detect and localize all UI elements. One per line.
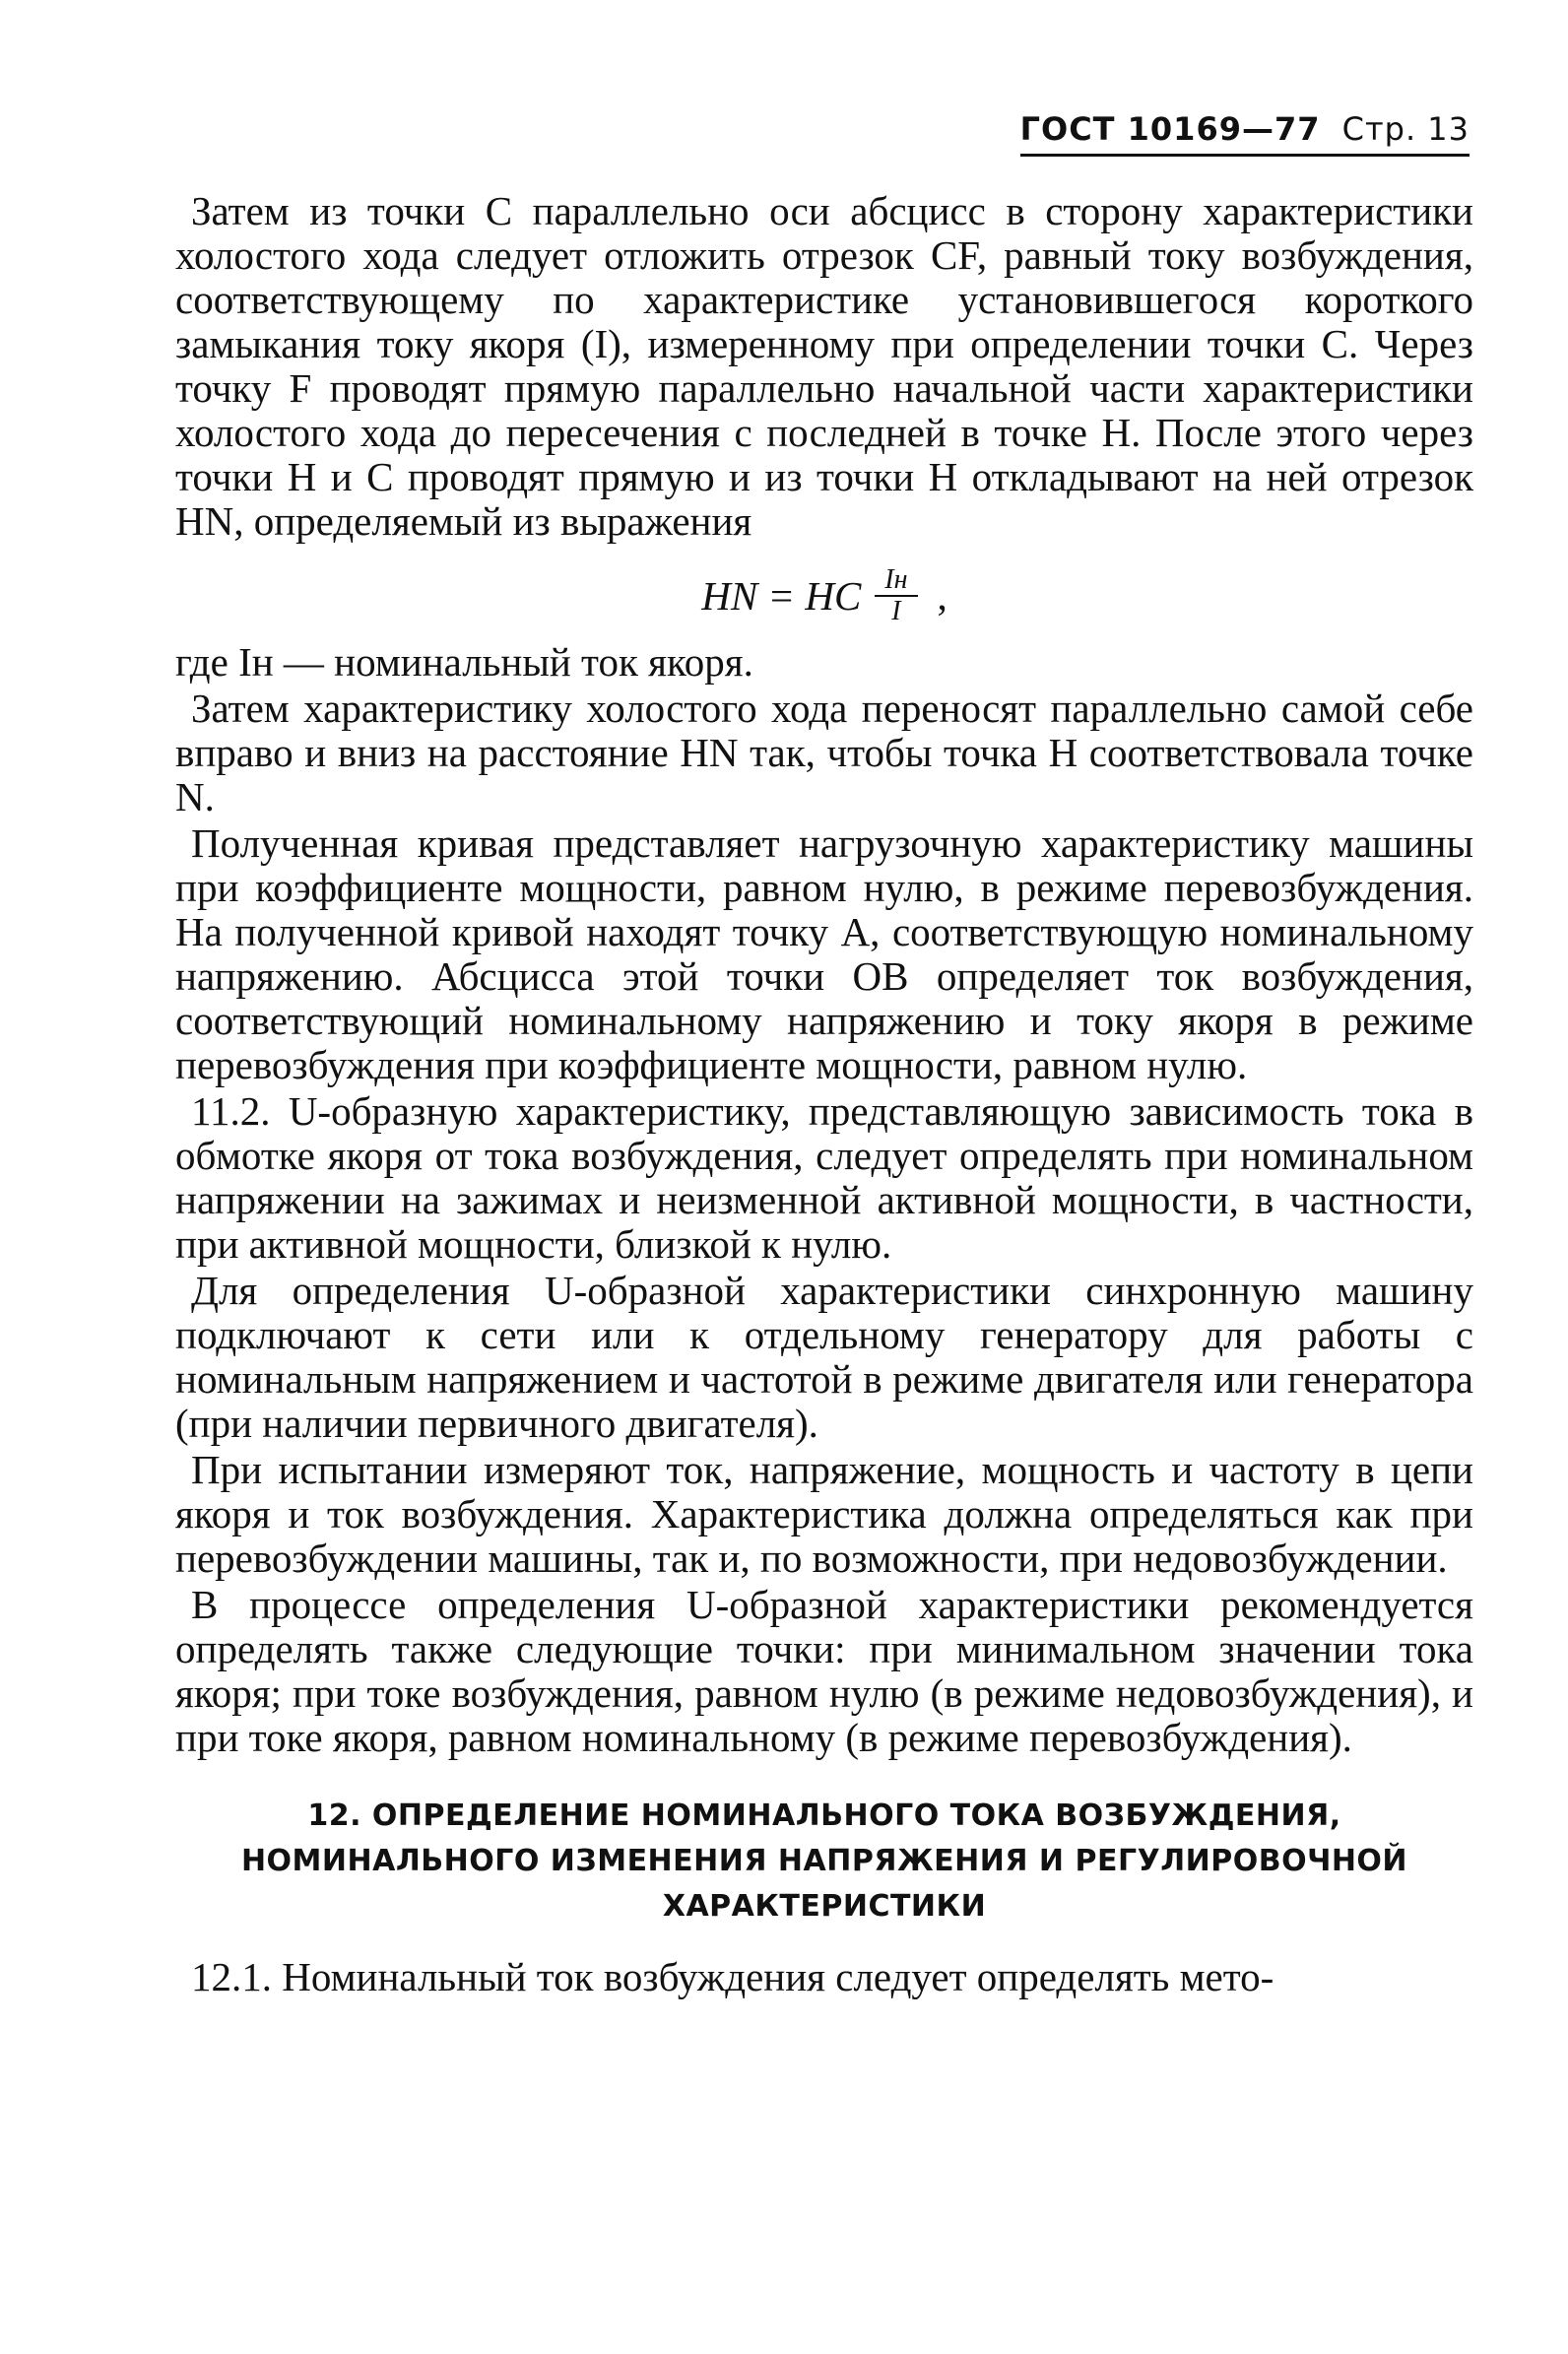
paragraph: Затем характеристику холостого хода переносят параллельно самой себе вправо и вниз на расстояние HN так, чтобы точка H соответствовала точке N. — [175, 686, 1473, 819]
section-heading-line: ХАРАКТЕРИСТИКИ — [662, 1889, 987, 1924]
paragraph: 12.1. Номинальный ток возбуждения следует определять мето- — [191, 1954, 1274, 1999]
page-number: Стр. 13 — [1341, 110, 1470, 148]
paragraph: При испытании измеряют ток, напряжение, мощность и частоту в цепи якоря и ток возбуждения. Характеристика должна определяться как при перевозбуждении машины, так и, по возможности, при недовозбуждении. — [175, 1447, 1473, 1581]
formula-lhs: HN = HC — [701, 572, 862, 619]
paragraph: Для определения U-образной характеристики синхронную машину подключают к сети или к отдельному генератору для работы с номинальным напряжением и частотой в режиме двигателя или генератора (при наличии первичного двигателя). — [175, 1268, 1473, 1446]
formula-denominator: I — [891, 596, 901, 626]
standard-number: ГОСТ 10169—77 — [1019, 110, 1321, 148]
formula-numerator: Iн — [875, 565, 917, 597]
paragraph: Затем из точки C параллельно оси абсцисс в сторону характеристики холостого хода следует отложить отрезок CF, равный току возбуждения, соответствующему по характеристике установившегося короткого замыкания току якоря (I), измеренному при определении точки C. Через точку F проводят прямую параллельно начальной части характеристики холостого хода до пересечения с последней в точке H. После этого через точки H и C проводят прямую и из точки H откладывают на ней отрезок HN, определяемый из выражения — [175, 188, 1473, 544]
paragraph: Полученная кривая представляет нагрузочную характеристику машины при коэффициенте мощности, равном нулю, в режиме перевозбуждения. На полученной кривой находят точку A, соответствующую номинальному напряжению. Абсцисса этой точки OB определяет ток возбуждения, соответствующий номинальному напряжению и току якоря в режиме перевозбуждения при коэффициенте мощности, равном нулю. — [175, 820, 1473, 1087]
paragraph: 11.2. U-образную характеристику, представляющую зависимость тока в обмотке якоря от тока возбуждения, следует определять при номинальном напряжении на зажимах и неизменной активной мощности, в частности, при активной мощности, близкой к нулю. — [175, 1088, 1473, 1267]
section-heading — [175, 1794, 1473, 1929]
paragraph-where: где Iн — номинальный ток якоря. — [175, 639, 753, 685]
formula — [175, 565, 1473, 626]
section-heading-line: 12. ОПРЕДЕЛЕНИЕ НОМИНАЛЬНОГО ТОКА ВОЗБУЖДЕНИЯ, — [307, 1798, 1341, 1833]
section-heading-line: НОМИНАЛЬНОГО ИЗМЕНЕНИЯ НАПРЯЖЕНИЯ И РЕГУЛИРОВОЧНОЙ — [240, 1844, 1408, 1878]
formula-fraction — [875, 565, 917, 626]
page-header — [1020, 110, 1470, 157]
paragraph: В процессе определения U-образной характеристики рекомендуется определять также следующие точки: при минимальном значении тока якоря; при токе возбуждения, равном нулю (в режиме недовозбуждения), и при токе якоря, равном номинальному (в режиме перевозбуждения). — [175, 1582, 1473, 1760]
document-body — [175, 189, 1473, 1999]
formula-trailing: , — [937, 572, 947, 619]
